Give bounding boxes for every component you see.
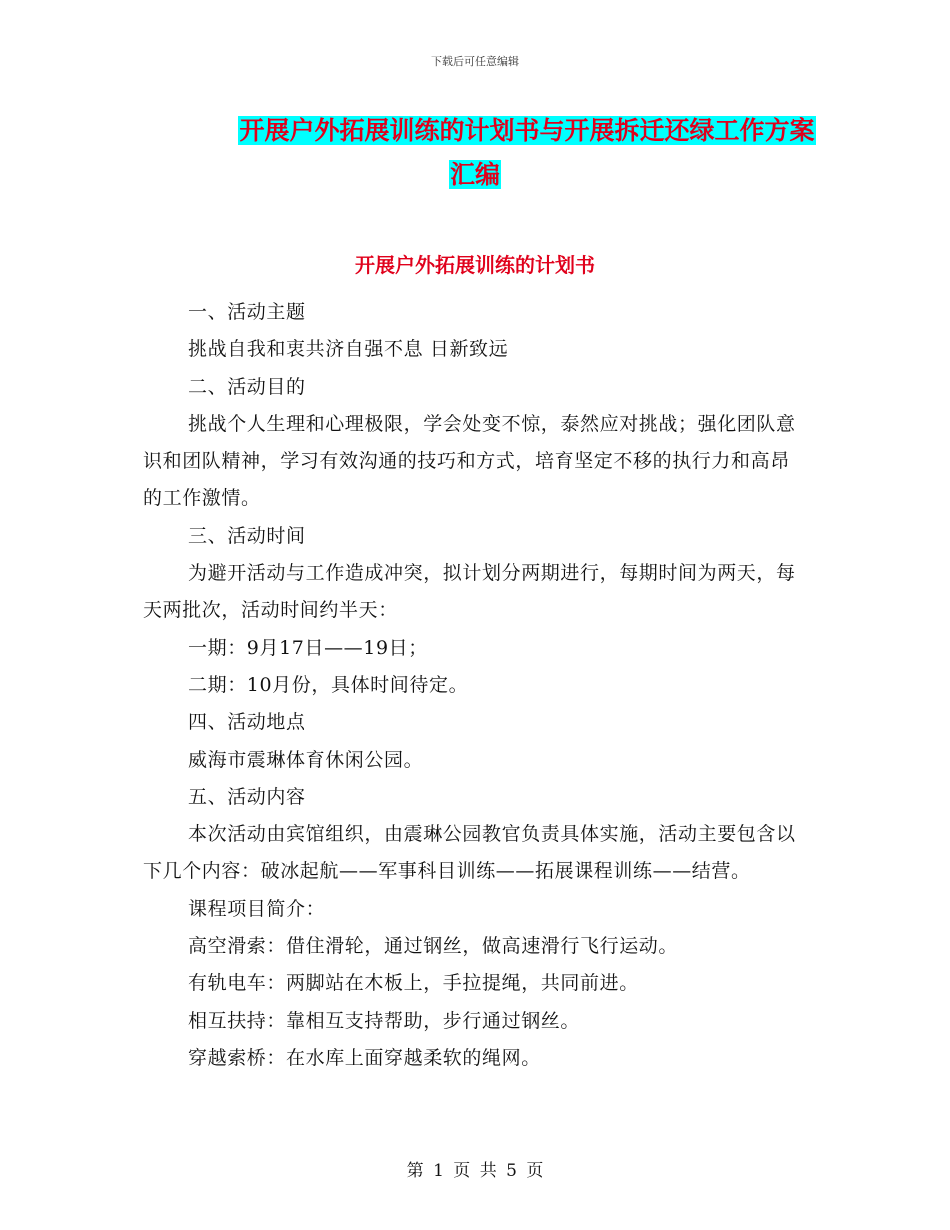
header-note: 下载后可任意编辑 [431, 55, 519, 68]
paragraph: 高空滑索：借住滑轮，通过钢丝，做高速滑行飞行运动。 [188, 935, 679, 958]
highlighted-title-text: 开展户外拓展训练的计划书与开展拆迁还绿工作方案 [239, 116, 815, 145]
highlighted-title-text: 汇编 [449, 160, 500, 189]
document-body [143, 294, 803, 1077]
paragraph: 相互扶持：靠相互支持帮助，步行通过钢丝。 [188, 1009, 581, 1032]
heading-activity-time: 三、活动时间 [188, 524, 306, 547]
paragraph: 有轨电车：两脚站在木板上，手拉提绳，共同前进。 [188, 972, 639, 995]
paragraph: 本次活动由宾馆组织，由震琳公园教官负责具体实施，活动主要包含以下几个内容：破冰起航——军事科目训练——拓展课程训练——结营。 [143, 823, 796, 883]
heading-activity-content: 五、活动内容 [188, 785, 306, 808]
paragraph: 挑战个人生理和心理极限，学会处变不惊，泰然应对挑战；强化团队意识和团队精神，学习有效沟通的技巧和方式，培育坚定不移的执行力和高昂的工作激情。 [143, 412, 796, 510]
paragraph: 二期：10月份，具体时间待定。 [188, 673, 469, 696]
paragraph: 威海市震琳体育休闲公园。 [188, 748, 424, 771]
paragraph: 挑战自我和衷共济自强不息 日新致远 [188, 338, 509, 361]
document-title-line-1 [52, 113, 950, 149]
heading-activity-theme: 一、活动主题 [188, 301, 306, 323]
heading-activity-purpose: 二、活动目的 [188, 375, 306, 398]
document-title-line-2 [0, 157, 950, 193]
heading-activity-location: 四、活动地点 [188, 711, 306, 734]
section-title: 开展户外拓展训练的计划书 [355, 253, 595, 277]
paragraph: 穿越索桥：在水库上面穿越柔软的绳网。 [188, 1046, 541, 1069]
page-footer: 第 1 页 共 5 页 [406, 1161, 544, 1181]
paragraph: 为避开活动与工作造成冲突，拟计划分两期进行，每期时间为两天，每天两批次，活动时间约半天： [143, 562, 796, 622]
paragraph: 一期：9月17日——19日； [188, 636, 428, 659]
paragraph: 课程项目简介： [188, 897, 326, 920]
